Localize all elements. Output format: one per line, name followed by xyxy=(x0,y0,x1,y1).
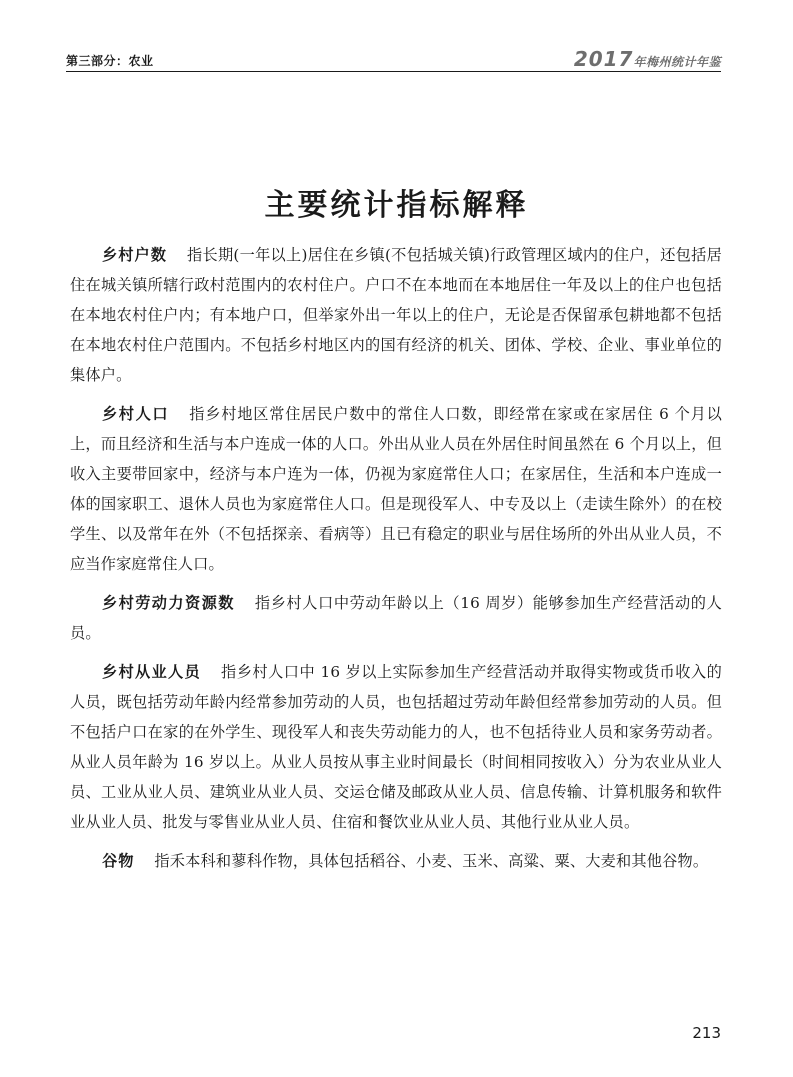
definitions-list xyxy=(70,240,722,885)
page-title: 主要统计指标解释 xyxy=(264,188,529,223)
definition-entry-rural-population xyxy=(70,399,722,579)
definition-text: 指禾本科和蓼科作物，具体包括稻谷、小麦、玉米、高粱、粟、大麦和其他谷物。 xyxy=(154,852,709,870)
yearbook-year: 2017 xyxy=(573,47,634,71)
definition-text: 指乡村人口中 16 岁以上实际参加生产经营活动并取得实物或货币收入的人员，既包括劳动年龄内经常参加劳动的人员，也包括超过劳动年龄但经常参加劳动的人员。但不包括户口在家的在外学生、现役军人和丧失劳动能力的人，也不包括待业人员和家务劳动者。从业人员年龄为 16 岁以上。从业人员按从事主业时间最长（时间相同按收入）分为农业从业人员、工业从业人员、建筑业从业人员、交运仓储及邮政从业人员、信息传输、计算机服务和软件业从业人员、批发与零售业从业人员、住宿和餐饮业从业人员、其他行业从业人员。 xyxy=(70,663,723,831)
definition-entry-rural-households xyxy=(70,240,722,390)
yearbook-title-text: 年梅州统计年鉴 xyxy=(633,55,721,69)
definition-term: 乡村人口 xyxy=(102,405,170,423)
definition-entry-rural-labor-resources xyxy=(70,588,722,648)
running-header xyxy=(66,47,721,72)
definition-term: 谷物 xyxy=(102,852,135,870)
section-label: 第三部分：农业 xyxy=(66,54,154,68)
definition-text: 指乡村地区常住居民户数中的常住人口数，即经常在家或在家居住 6 个月以上，而且经济和生活与本户连成一体的人口。外出从业人员在外居住时间虽然在 6 个月以上，但收入主要带回家中，经济与本户连为一体，仍视为家庭常住人口；在家居住，生活和本户连成一体的国家职工、退休人员也为家庭常住人口。但是现役军人、中专及以上（走读生除外）的在校学生、以及常年在外（不包括探亲、看病等）且已有稳定的职业与居住场所的外出从业人员，不应当作家庭常住人口。 xyxy=(70,405,722,573)
definition-entry-rural-employees xyxy=(70,657,722,837)
definition-term: 乡村劳动力资源数 xyxy=(102,594,235,612)
definition-entry-cereals xyxy=(70,846,722,876)
definition-text: 指乡村人口中劳动年龄以上（16 周岁）能够参加生产经营活动的人员。 xyxy=(70,594,722,642)
definition-text: 指长期(一年以上)居住在乡镇(不包括城关镇)行政管理区域内的住户，还包括居住在城关镇所辖行政村范围内的农村住户。户口不在本地而在本地居住一年及以上的住户也包括在本地农村住户内；有本地户口，但举家外出一年以上的住户，无论是否保留承包耕地都不包括在本地农村住户范围内。不包括乡村地区内的国有经济的机关、团体、学校、企业、事业单位的集体户。 xyxy=(70,246,722,384)
definition-term: 乡村户数 xyxy=(102,246,168,264)
definition-term: 乡村从业人员 xyxy=(102,663,201,681)
yearbook-title xyxy=(574,47,721,71)
page-number: 213 xyxy=(692,1024,721,1042)
